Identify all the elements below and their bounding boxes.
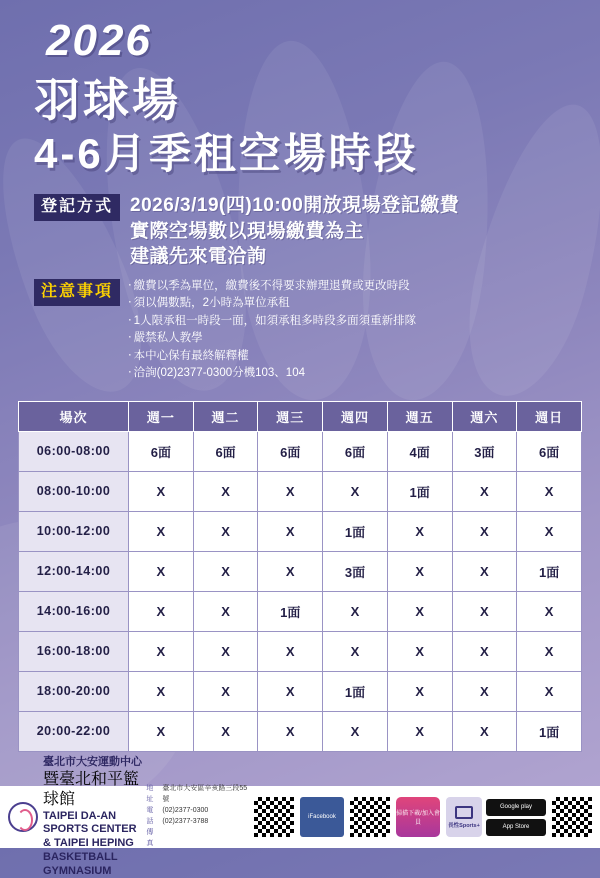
schedule-table-head — [19, 401, 582, 431]
sports-plus-logo — [446, 797, 482, 837]
table-cell: X — [193, 711, 258, 751]
table-cell: X — [129, 591, 194, 631]
registration-body — [120, 193, 459, 269]
contact-value-address: 臺北市大安區辛亥路三段55號 — [162, 784, 248, 806]
registration-line-2: 實際空場數以現場繳費為主 — [130, 219, 459, 244]
table-cell: X — [517, 631, 582, 671]
registration-row — [34, 193, 576, 269]
table-cell: X — [517, 671, 582, 711]
contact-value-fax: (02)2377-3788 — [162, 817, 248, 828]
line-qr-code[interactable] — [350, 797, 390, 837]
table-cell: 1面 — [517, 551, 582, 591]
table-cell: X — [387, 711, 452, 751]
table-cell: X — [193, 551, 258, 591]
table-cell: X — [129, 671, 194, 711]
table-cell: X — [193, 631, 258, 671]
table-cell: 3面 — [323, 551, 388, 591]
table-cell: X — [387, 551, 452, 591]
table-row — [19, 551, 582, 591]
row-slot-label: 18:00-20:00 — [19, 671, 129, 711]
table-row — [19, 631, 582, 671]
column-header-sun: 週日 — [517, 401, 582, 431]
table-cell: 1面 — [323, 671, 388, 711]
table-cell: 6面 — [517, 431, 582, 471]
row-slot-label: 14:00-16:00 — [19, 591, 129, 631]
organization-logo — [8, 756, 146, 878]
contact-values — [162, 784, 248, 849]
table-cell: 6面 — [258, 431, 323, 471]
table-cell: X — [452, 511, 517, 551]
table-cell: 1面 — [517, 711, 582, 751]
contact-block — [146, 784, 248, 849]
organization-names — [43, 756, 146, 878]
table-cell: X — [452, 551, 517, 591]
table-cell: X — [129, 631, 194, 671]
table-cell: X — [387, 511, 452, 551]
table-cell: X — [517, 591, 582, 631]
sports-center-icon — [8, 802, 38, 832]
table-cell: 1面 — [387, 471, 452, 511]
poster-title-line1: 羽球場 — [34, 72, 600, 128]
membership-badge[interactable]: 掃描下載/加入會員 — [396, 797, 440, 837]
footer — [0, 786, 600, 848]
notice-tag: 注意事項 — [34, 279, 120, 306]
table-cell: 3面 — [452, 431, 517, 471]
column-header-slot: 場次 — [19, 401, 129, 431]
row-slot-label: 16:00-18:00 — [19, 631, 129, 671]
table-cell: X — [323, 631, 388, 671]
table-cell: X — [387, 671, 452, 711]
contact-label-address: 地址 — [146, 784, 159, 806]
notice-row — [34, 278, 576, 383]
schedule-table-body — [19, 431, 582, 751]
table-cell: X — [323, 471, 388, 511]
table-cell: X — [258, 711, 323, 751]
row-slot-label: 08:00-10:00 — [19, 471, 129, 511]
app-store-links — [486, 799, 546, 836]
table-cell: 6面 — [193, 431, 258, 471]
table-cell: X — [258, 551, 323, 591]
column-header-thu: 週四 — [323, 401, 388, 431]
google-play-button[interactable]: Google play — [486, 799, 546, 816]
schedule-table-wrap — [0, 391, 600, 752]
table-cell: X — [129, 711, 194, 751]
schedule-table — [18, 401, 582, 752]
table-row — [19, 431, 582, 471]
table-cell: X — [193, 471, 258, 511]
info-section — [0, 179, 600, 382]
table-cell: X — [193, 671, 258, 711]
row-slot-label: 10:00-12:00 — [19, 511, 129, 551]
app-store-button[interactable]: App Store — [486, 819, 546, 836]
table-cell: X — [517, 471, 582, 511]
table-cell: 1面 — [258, 591, 323, 631]
table-cell: X — [517, 511, 582, 551]
table-cell: X — [452, 711, 517, 751]
registration-line-1: 2026/3/19(四)10:00開放現場登記繳費 — [130, 193, 459, 218]
sports-plus-label: 長性Sports+ — [448, 821, 480, 829]
organization-name-line1: 臺北市大安運動中心 — [43, 756, 146, 770]
list-item: ‧ 繳費以季為單位，繳費後不得要求辦理退費或更改時段 — [128, 278, 416, 295]
table-row — [19, 591, 582, 631]
table-cell: X — [452, 471, 517, 511]
column-header-fri: 週五 — [387, 401, 452, 431]
table-cell: X — [452, 671, 517, 711]
table-cell: X — [129, 551, 194, 591]
row-slot-label: 06:00-08:00 — [19, 431, 129, 471]
table-cell: X — [323, 711, 388, 751]
column-header-mon: 週一 — [129, 401, 194, 431]
table-row — [19, 671, 582, 711]
table-cell: X — [193, 511, 258, 551]
list-item: ‧ 嚴禁私人教學 — [128, 330, 416, 347]
table-cell: X — [258, 471, 323, 511]
table-cell: X — [258, 511, 323, 551]
contact-label-phone: 電話 — [146, 806, 159, 828]
row-slot-label: 20:00-22:00 — [19, 711, 129, 751]
list-item: ‧ 須以偶數點，2小時為單位承租 — [128, 295, 416, 312]
table-cell: X — [258, 671, 323, 711]
table-cell: X — [258, 631, 323, 671]
column-header-wed: 週三 — [258, 401, 323, 431]
website-qr-code[interactable] — [254, 797, 294, 837]
poster-title — [0, 66, 600, 179]
list-item: ‧ 1人限承租一時段一面，如須承租多時段多面須重新排隊 — [128, 313, 416, 330]
row-slot-label: 12:00-14:00 — [19, 551, 129, 591]
app-download-qr-code[interactable] — [552, 797, 592, 837]
organization-name-english: TAIPEI DA-AN SPORTS CENTER & TAIPEI HEPING BASKETBALL GYMNASIUM — [43, 810, 146, 878]
contact-value-phone: (02)2377-0300 — [162, 806, 248, 817]
list-item: ‧ 洽詢(02)2377-0300分機103、104 — [128, 365, 416, 382]
table-row — [19, 711, 582, 751]
table-cell: X — [387, 591, 452, 631]
table-cell: X — [129, 511, 194, 551]
table-cell: 6面 — [323, 431, 388, 471]
table-cell: X — [193, 591, 258, 631]
column-header-sat: 週六 — [452, 401, 517, 431]
table-cell: X — [387, 631, 452, 671]
table-cell: X — [323, 591, 388, 631]
table-cell: X — [129, 471, 194, 511]
registration-tag: 登記方式 — [34, 194, 120, 221]
notice-list — [120, 278, 416, 383]
organization-name-line2: 暨臺北和平籃球館 — [43, 770, 146, 810]
facebook-badge[interactable]: iFacebook — [300, 797, 344, 837]
table-cell: 4面 — [387, 431, 452, 471]
table-row — [19, 471, 582, 511]
poster-title-line2: 4-6月季租空場時段 — [34, 128, 600, 179]
contact-labels — [146, 784, 159, 849]
poster-year: 2026 — [0, 0, 600, 66]
table-cell: X — [452, 631, 517, 671]
sports-plus-icon — [455, 806, 473, 819]
column-header-tue: 週二 — [193, 401, 258, 431]
table-row — [19, 511, 582, 551]
table-cell: 1面 — [323, 511, 388, 551]
table-cell: 6面 — [129, 431, 194, 471]
list-item: ‧ 本中心保有最終解釋權 — [128, 348, 416, 365]
registration-line-3: 建議先來電洽詢 — [130, 244, 459, 269]
table-header-row — [19, 401, 582, 431]
contact-label-fax: 傳真 — [146, 828, 159, 850]
table-cell: X — [452, 591, 517, 631]
